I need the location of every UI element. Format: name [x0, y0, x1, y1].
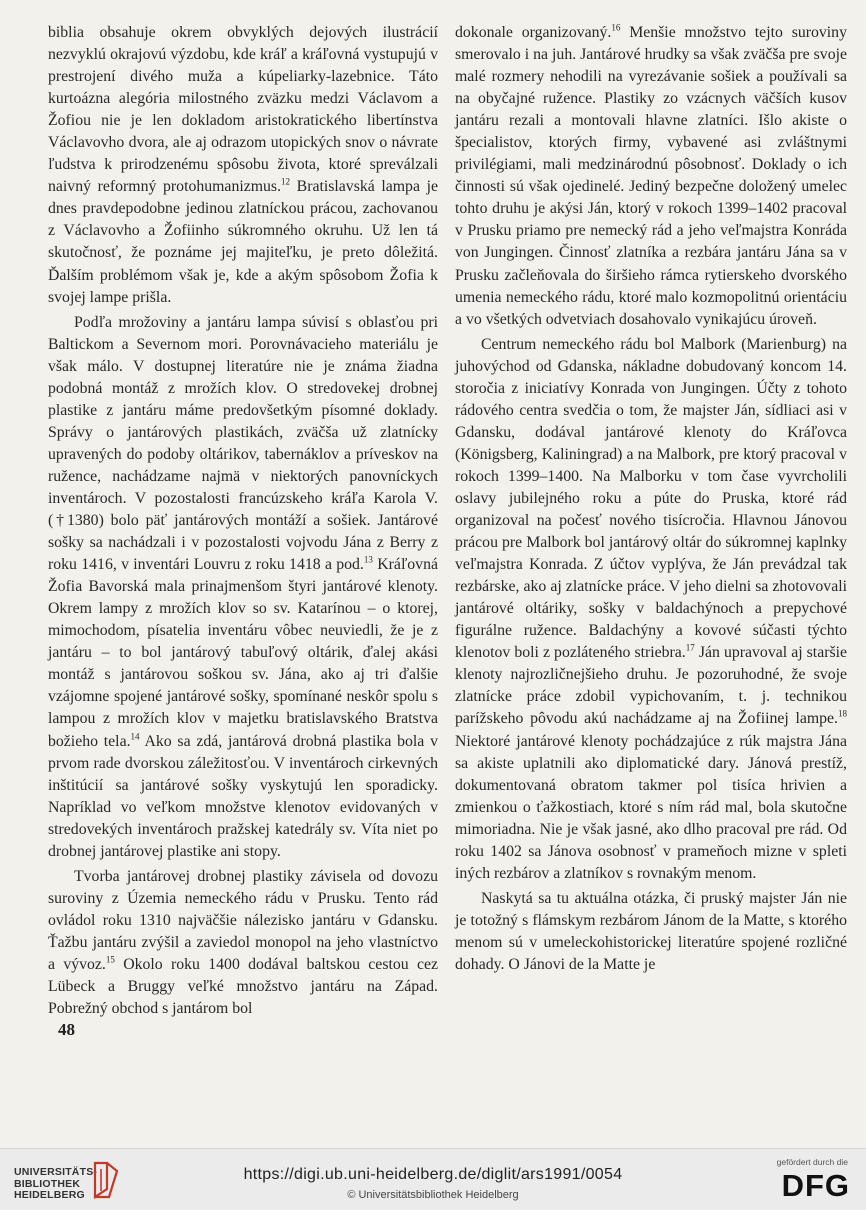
permalink-url[interactable]: https://digi.ub.uni-heidelberg.de/diglit/ars1991/0054 — [243, 1166, 623, 1183]
footnote-ref: 15 — [105, 954, 115, 965]
footnote-ref: 17 — [685, 643, 695, 654]
paragraph — [455, 22, 847, 331]
paragraph-text: Centrum nemeckého rádu bol Malbork (Marienburg) na juhovýchod od Gdanska, nákladne dobudovaný koncom 14. storočia z iniciatívy Konrada von Jungingen. Účty z tohoto rádového centra svedčia o tom, že majster Ján, sídliaci asi v Gdansku, dodával jantárové klenoty do Kráľovca (Königsberg, Kaliningrad) a na Malbork, pre ktorý pracoval v rokoch 1399–1400. Na Malborku v tom čase vyvrcholili oslavy jubilejného roku a púte do Pruska, ktoré rád organizoval na počesť nového tisícročia. Hlavnou Jánovou prácou pre Malbork bol jantárový oltár do súkromnej kaplnky veľmajstra Konrada. Z účtov vyplýva, že Ján prevádzal tak rezbárske, ako aj zlatnícke práce. V jeho dielni sa zhotovovali jantárové oltáriky, sošky v baldachýnoch a prepychové figurálne ružence. Baldachýny a kovové súčasti týchto klenotov boli z pozláteného striebra. — [455, 335, 847, 662]
paragraph — [48, 22, 438, 309]
footnote-ref: 14 — [130, 731, 140, 742]
library-name-line: UNIVERSITÄTS- — [14, 1166, 98, 1178]
library-name-line: HEIDELBERG — [14, 1189, 85, 1201]
paragraph-text: Ako sa zdá, jantárová drobná plastika bola v prvom rade dvorskou záležitosťou. V inventároch cirkevných inštitúcií sa jantárové sošky vyskytujú len sporadicky. Napríklad vo veľkom množstve klenotov evidovaných v stredovekých inventároch pražskej katedrály sv. Víta niet po drobnej jantárovej plastike ani stopy. — [48, 732, 438, 860]
paragraph-text: biblia obsahuje okrem obvyklých dejových ilustrácií nezvyklú okrajovú výzdobu, kde kráľ a kráľovná vystupujú v prestrojení divého muža a kúpeliarky-lazebnice. Táto kurtoázna alegória milostného zväzku medzi Václavom a Žofiou nie je len dokladom aristokratického libertínstva Václavovho dvora, ale aj odrazom utopických snov o návrate ľudstva k prirodzenému spôsobu života, ktoré spreválzali naivný reformný protohumanizmus. — [48, 24, 438, 196]
paragraph-text: Menšie množstvo tejto suroviny smerovalo i na juh. Jantárové hrudky sa však zväčša pre svoje malé rozmery nehodili na vyrezávanie sošiek a používali sa na obyčajné ružence. Plastiky zo vzácnych väčších kusov jantáru rezali a montovali hlavne zlatníci. Išlo akiste o špecialistov, ktorých firmy, vybavené asi zvláštnymi privilégiami, mali medzinárodnú pôsobnosť. Doklady o ich činnosti sú však ojedinelé. Jediný bezpečne doložený umelec tohto druhu je akýsi Ján, ktorý v rokoch 1399–1402 pracoval v Prusku priamo pre nemecký rád a jeho veľmajstra Konráda von Jungingen. Činnosť zlatníka a rezbára jantáru Jána sa v Prusku začleňovala do širšieho rámca rytierskeho dvorského umenia nemeckého rádu, ktoré malo kozmopolitnú orientáciu a vo všetkých odvetviach dosahovalo vynikajúcu úroveň. — [455, 24, 847, 328]
paragraph-text: Podľa mrožoviny a jantáru lampa súvisí s oblasťou pri Baltickom a Severnom mori. Porovnávacieho materiálu je však málo. V dostupnej literatúre nie je známa žiadna podobná montáž z mrožích klov. O stredovekej drobnej plastike z jantáru máme predovšetkým písomné doklady. Správy o jantárových plastikách, zväčša už zlatnícky upravených do podoby oltárikov, tabernáklov a príveskov na ružence, nachádzame najmä v niektorých panovníckych inventároch. V pozostalosti francúzskeho kráľa Karola V. (†1380) bolo päť jantárových montáží a sošiek. Jantárové sošky sa nachádzali i v pozostalosti vojvodu Jána z Berry z roku 1416, v inventári Louvru z roku 1418 a pod. — [48, 313, 438, 574]
dfg-logo[interactable]: DFG — [781, 1168, 850, 1203]
paragraph-text: Ján upravoval aj staršie klenoty najrozličnejšieho druhu. Je pozoruhodné, že svoje zlatnícke práce zdobil vypichovaním, t. j. technikou parížskeho pôvodu akú nachádzame aj na Žofiinej lampe. — [455, 644, 848, 728]
paragraph — [48, 866, 438, 1020]
viewer-footer — [0, 1148, 866, 1210]
footnote-ref: 13 — [363, 554, 373, 565]
footnote-ref: 16 — [611, 22, 621, 33]
footnote-ref: 18 — [838, 709, 847, 720]
paragraph-text: Okolo roku 1400 dodával baltskou cestou cez Lübeck a Bruggy veľké množstvo jantáru na Západ. Pobrežný obchod s jantárom bol — [48, 955, 438, 1018]
paragraph — [455, 888, 847, 976]
page-number: 48 — [58, 1020, 75, 1039]
paragraph — [455, 334, 847, 885]
paragraph-text: Niektoré jantárové klenoty pochádzajúce z rúk majstra Jána sa akiste uplatnili ako diplomatické dary. Jánová prestíž, dokumentovaná obratom takmer pol tisíca hrivien a zmienkou o ťažkostiach, ktoré s ním rád mal, bola skutočne mimoriadna. Nie je však jasné, ako dlho pracoval pre rád. Od roku 1402 sa Jánova osobnosť v prameňoch mizne v spleti iných rezbárov a zlatníkov s rovnakým menom. — [455, 732, 847, 882]
paragraph-text: Kráľovná Žofia Bavorská mala prinajmenšom štyri jantárové klenoty. Okrem lampy z mrožích klov so sv. Katarínou – o ktorej, mimochodom, písatelia inventáru vôbec neuviedli, že je z jantáru – to bol jantárový tabuľový oltárik, ďalej akási montáž s jantárovou soškou sv. Jána, ako aj tri ďalšie vzájomne spojené jantárové sošky, spomínané neskôr spolu s lampou z mrožích klov v majetku bratislavského Bratstva božieho tela. — [48, 556, 438, 750]
paragraph — [48, 312, 438, 863]
left-column — [48, 22, 438, 1020]
paragraph-text: dokonale organizovaný. — [455, 24, 612, 41]
paragraph-text: Bratislavská lampa je dnes pravdepodobne jedinou zlatníckou prácou, zachovanou z Václavovho a Žofiinho súkromného okruhu. Už len tá skutočnosť, že poznáme jej majiteľku, je preto dôležitá. Ďalším problémom však je, kde a akým spôsobom Žofia k svojej lampe prišla. — [48, 178, 438, 306]
copyright-notice: © Universitätsbibliothek Heidelberg — [347, 1189, 519, 1201]
paragraph-text: Naskytá sa tu aktuálna otázka, či pruský majster Ján nie je totožný s flámskym rezbárom Jánom de la Matte, s ktorého menom sú v umeleckohistorickej literatúre spojené rozličné dohady. O Jánovi de la Matte je — [455, 889, 847, 973]
funding-note: gefördert durch die — [776, 1157, 848, 1167]
paragraph-text: Tvorba jantárovej drobnej plastiky závisela od dovozu suroviny z Územia nemeckého rádu v Prusku. Tento rád ovládol roku 1310 najväčšie nálezisko jantáru v Gdansku. Ťažbu jantáru zvýšil a zaviedol monopol na jeho vlastníctvo a vývoz. — [48, 867, 438, 973]
right-column — [455, 22, 847, 976]
library-name-line: BIBLIOTHEK — [14, 1177, 81, 1190]
footnote-ref: 12 — [281, 177, 291, 188]
